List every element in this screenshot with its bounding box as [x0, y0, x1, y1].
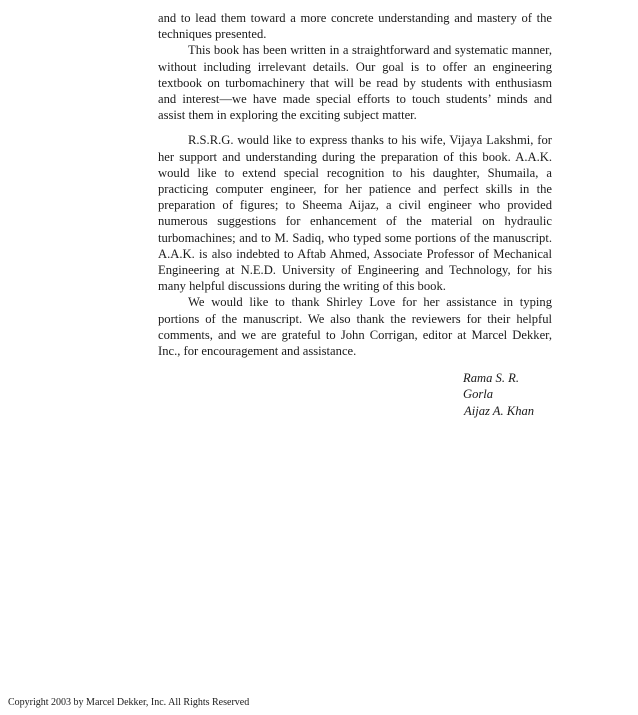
author-name-gorla: Rama S. R. Gorla — [463, 371, 519, 402]
paragraph-acknowledgments-family: R.S.R.G. would like to express thanks to his wife, Vijaya Lakshmi, for her support and understanding during the preparation of this book. A.A.K. would like to extend special recognition to his daughter, Shumaila, a practicing computer engineer, for her patience and perfect skills in the preparation of figures; to Sheema Aijaz, a civil engineer who provided numerous suggestions for enhancement of the material on hydraulic turbomachines; and to M. Sadiq, who typed some portions of the manuscript. A.A.K. is also indebted to Aftab Ahmed, Associate Professor of Mechanical Engineering at N.E.D. University of Engineering and Technology, for his many helpful discussions during the writing of this book. — [158, 133, 552, 294]
author-name-khan: Aijaz A. Khan — [464, 403, 535, 418]
copyright-footer: Copyright 2003 by Marcel Dekker, Inc. All Rights Reserved — [8, 697, 250, 708]
paragraph-continuation: and to lead them toward a more concrete understanding and mastery of the techniques presented. — [158, 11, 552, 42]
preface-body — [158, 10, 552, 419]
paragraph-book-goal: This book has been written in a straightforward and systematic manner, without including irrelevant details. Our goal is to offer an engineering textbook on turbomachinery that will be read by students with enthusiasm and interest—we have made special efforts to touch students’ minds and assist them in exploring the exciting subject matter. — [158, 43, 552, 123]
author-signatures — [158, 370, 552, 419]
paragraph-acknowledgments-editors: We would like to thank Shirley Love for her assistance in typing portions of the manuscript. We also thank the reviewers for their helpful comments, and we are grateful to John Corrigan, editor at Marcel Dekker, Inc., for encouragement and assistance. — [158, 295, 552, 359]
